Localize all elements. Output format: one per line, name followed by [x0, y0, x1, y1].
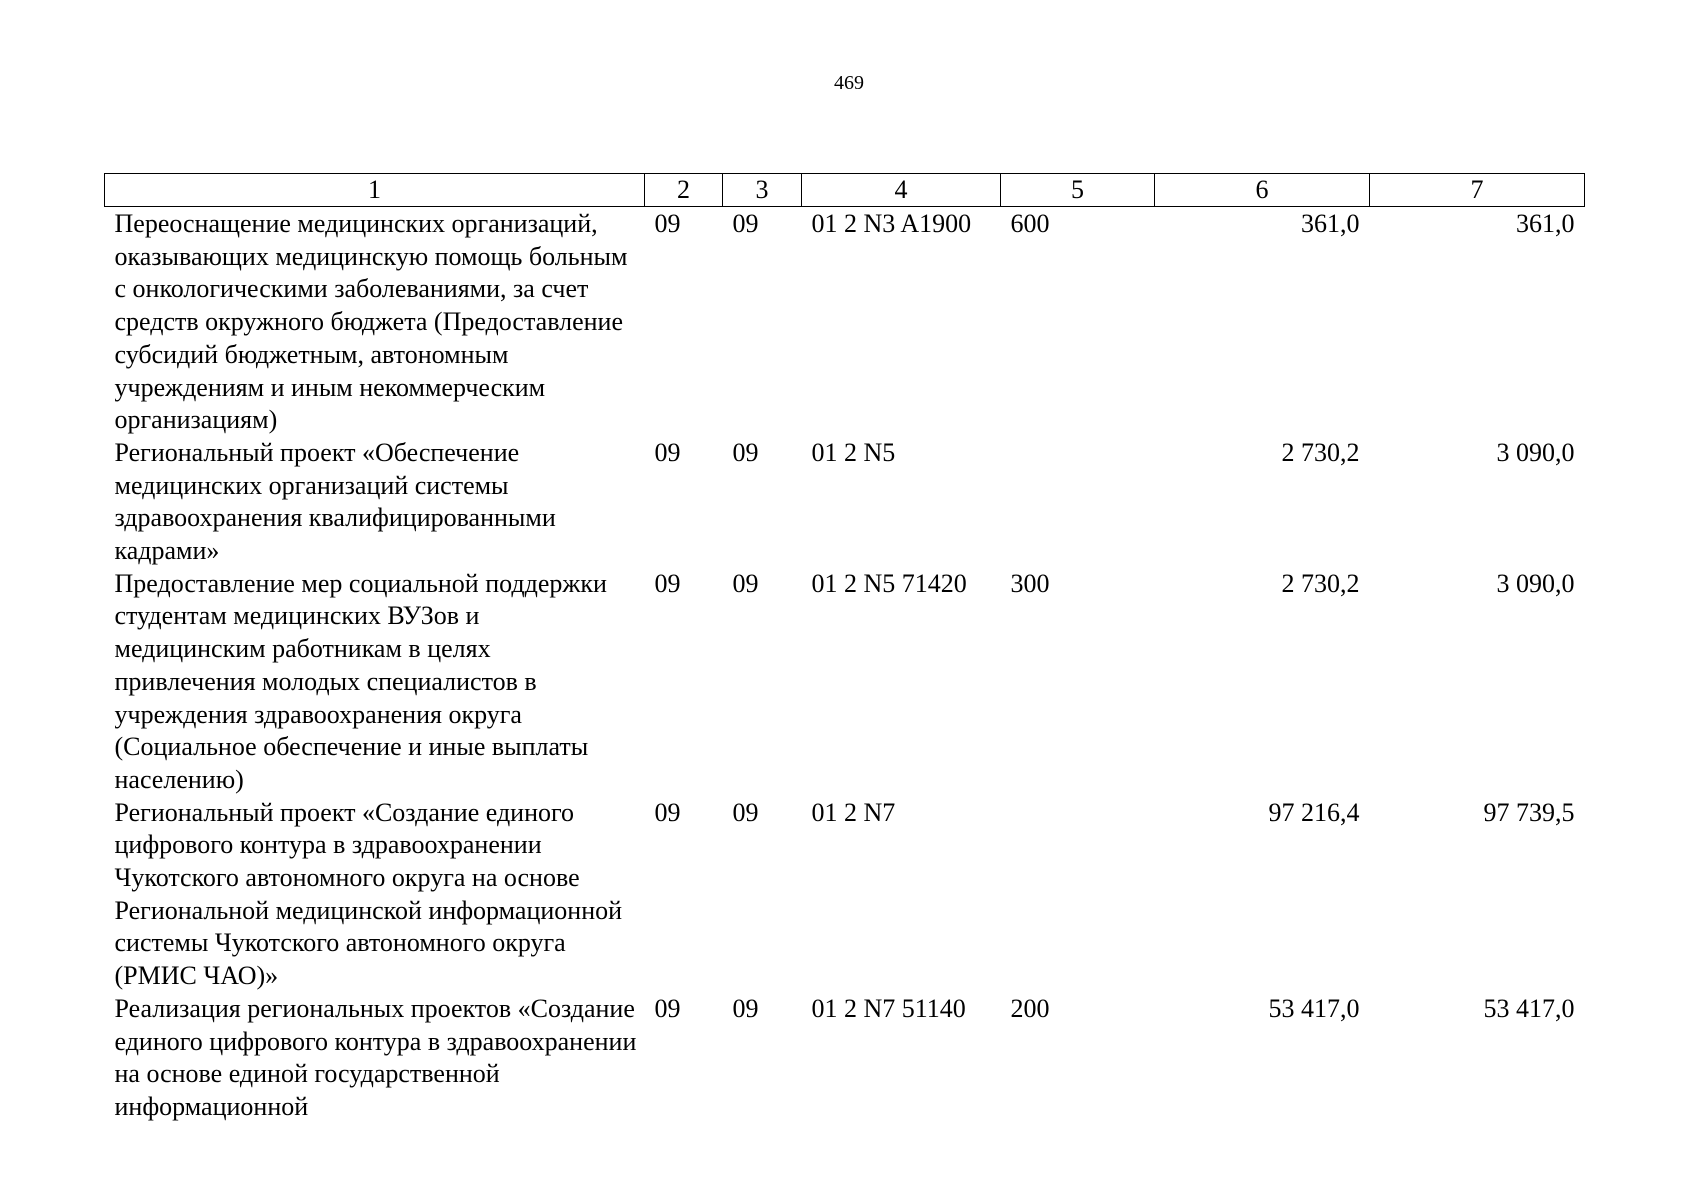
row-target-article: 01 2 N3 A1900 — [811, 209, 972, 238]
row-expense-type — [1001, 797, 1155, 993]
row-subsection: 09 — [732, 209, 759, 238]
row-subsection: 09 — [732, 568, 759, 598]
column-header-4: 4 — [802, 174, 1001, 207]
row-amount-6: 97 216,4 — [1268, 797, 1360, 827]
row-section: 09 — [654, 209, 681, 238]
row-name: Реализация региональных проектов «Создание единого цифрового контура в здравоохранении на основе единой государственной информационной — [114, 993, 637, 1121]
row-amount-6: 361,0 — [1301, 209, 1360, 238]
row-expense-type — [1001, 437, 1155, 568]
row-expense-type: 600 — [1010, 209, 1050, 238]
table-row — [105, 797, 1585, 993]
table-row — [105, 437, 1585, 568]
column-header-6: 6 — [1155, 174, 1370, 207]
row-target-article: 01 2 N5 71420 — [811, 568, 967, 598]
column-header-3: 3 — [723, 174, 802, 207]
column-header-1: 1 — [105, 174, 645, 207]
row-name: Региональный проект «Обеспечение медицинских организаций системы здравоохранения квалифицированными кадрами» — [114, 437, 556, 566]
row-name: Региональный проект «Создание единого цифрового контура в здравоохранении Чукотского автономного округа на основе Региональной медицинской информационной системы Чукотского автономного округа (РМИС ЧАО)» — [114, 797, 623, 991]
row-section: 09 — [654, 437, 681, 467]
row-expense-type: 300 — [1010, 568, 1050, 598]
row-name: Предоставление мер социальной поддержки студентам медицинских ВУЗов и медицинским работникам в целях привлечения молодых специалистов в учреждения здравоохранения округа (Социальное обеспечение и иные выплаты населению) — [114, 568, 607, 794]
table-row — [105, 207, 1585, 437]
row-subsection: 09 — [732, 993, 759, 1023]
row-target-article: 01 2 N5 — [811, 437, 896, 467]
row-section: 09 — [654, 993, 681, 1023]
column-header-7: 7 — [1370, 174, 1585, 207]
table-row — [105, 568, 1585, 797]
row-amount-6: 53 417,0 — [1268, 993, 1360, 1023]
column-header-5: 5 — [1001, 174, 1155, 207]
row-subsection: 09 — [732, 797, 759, 827]
row-amount-7: 361,0 — [1516, 209, 1575, 238]
row-expense-type: 200 — [1010, 993, 1050, 1023]
row-amount-7: 53 417,0 — [1483, 993, 1575, 1023]
table-row — [105, 993, 1585, 1124]
row-section: 09 — [654, 568, 681, 598]
column-header-2: 2 — [645, 174, 723, 207]
budget-table — [104, 173, 1585, 1124]
row-name: Переоснащение медицинских организаций, оказывающих медицинскую помощь больным с онкологическими заболеваниями, за счет средств окружного бюджета (Предоставление субсидий бюджетным, автономным учреждениям и иным некоммерческим организациям) — [114, 209, 628, 435]
page-number: 469 — [834, 72, 864, 94]
row-target-article: 01 2 N7 — [811, 797, 896, 827]
row-amount-6: 2 730,2 — [1281, 437, 1360, 467]
row-subsection: 09 — [732, 437, 759, 467]
row-amount-6: 2 730,2 — [1281, 568, 1360, 598]
row-amount-7: 3 090,0 — [1496, 568, 1575, 598]
row-amount-7: 3 090,0 — [1496, 437, 1575, 467]
row-amount-7: 97 739,5 — [1483, 797, 1575, 827]
row-target-article: 01 2 N7 51140 — [811, 993, 966, 1023]
table-header-row — [105, 174, 1585, 207]
row-section: 09 — [654, 797, 681, 827]
